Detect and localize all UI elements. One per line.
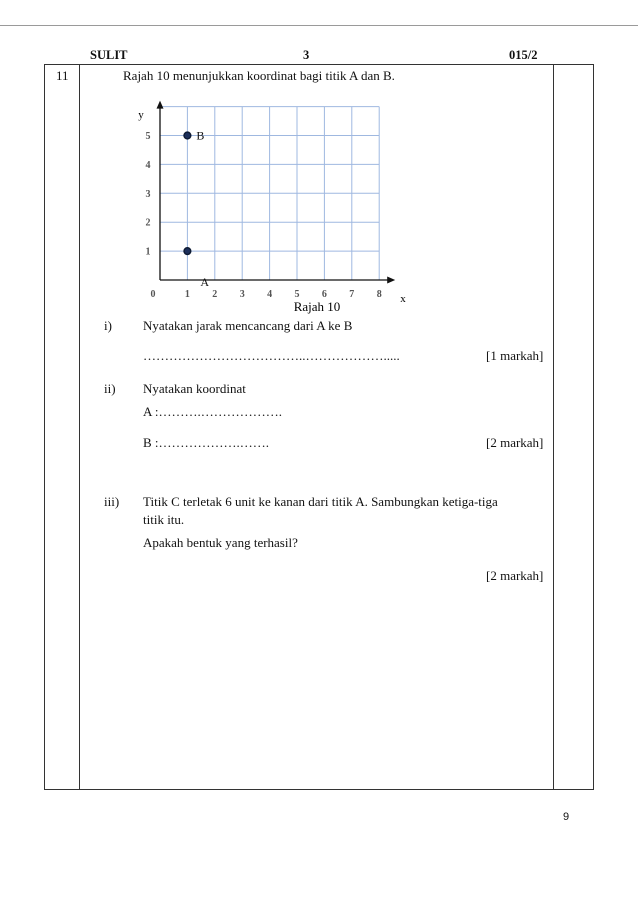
point-label-b: B bbox=[196, 128, 205, 143]
y-tick-label: 1 bbox=[145, 246, 151, 258]
page-number: 9 bbox=[563, 811, 570, 823]
part-iii-text-line2: titik itu. bbox=[143, 512, 185, 527]
part-iii-marks: [2 markah] bbox=[486, 568, 544, 583]
part-i-text: Nyatakan jarak mencancang dari A ke B bbox=[143, 318, 353, 333]
x-axis-arrow-icon bbox=[387, 277, 395, 284]
x-tick-label: 4 bbox=[267, 289, 273, 300]
part-ii-answer-a[interactable]: A :……….………………. bbox=[143, 404, 283, 419]
header-page: 3 bbox=[303, 48, 310, 62]
y-tick-label: 5 bbox=[145, 131, 151, 142]
point-a bbox=[184, 248, 191, 255]
part-iii-label: iii) bbox=[104, 494, 120, 509]
part-ii-text: Nyatakan koordinat bbox=[143, 381, 246, 396]
y-axis-arrow-icon bbox=[157, 101, 164, 109]
part-ii-answer-b[interactable]: B :……………….……. bbox=[143, 435, 270, 450]
y-tick-label: 2 bbox=[145, 217, 151, 229]
x-tick-label: 8 bbox=[376, 289, 382, 300]
x-tick-label: 6 bbox=[321, 289, 327, 300]
x-axis-label: x bbox=[400, 293, 406, 305]
x-tick-label: 1 bbox=[184, 289, 190, 300]
y-tick-label: 3 bbox=[145, 188, 151, 200]
coordinate-chart bbox=[0, 0, 638, 330]
part-ii-label: ii) bbox=[104, 381, 116, 396]
point-b bbox=[184, 132, 191, 139]
question-intro: Rajah 10 menunjukkan koordinat bagi titik A dan B. bbox=[123, 68, 395, 83]
y-tick-label: 4 bbox=[145, 159, 151, 171]
part-i-label: i) bbox=[104, 318, 112, 333]
part-i-answer-line[interactable]: ………………………………..………………..... bbox=[143, 348, 400, 363]
x-tick-label: 5 bbox=[294, 289, 300, 300]
header-code: 015/2 bbox=[509, 48, 538, 62]
header-sulit: SULIT bbox=[90, 48, 128, 62]
part-iii-text-line3: Apakah bentuk yang terhasil? bbox=[143, 535, 298, 550]
x-tick-label: 0 bbox=[150, 289, 156, 300]
y-axis-label: y bbox=[138, 109, 144, 121]
part-i-marks: [1 markah] bbox=[486, 348, 544, 363]
part-iii-text-line1: Titik C terletak 6 unit ke kanan dari titik A. Sambungkan ketiga-tiga bbox=[143, 494, 498, 509]
point-label-a: A bbox=[200, 275, 210, 289]
x-tick-label: 3 bbox=[239, 289, 245, 300]
x-tick-label: 7 bbox=[349, 289, 355, 300]
part-ii-marks: [2 markah] bbox=[486, 435, 544, 450]
chart-title: Rajah 10 bbox=[293, 299, 341, 314]
question-number: 11 bbox=[56, 68, 69, 83]
x-tick-label: 2 bbox=[212, 289, 218, 300]
